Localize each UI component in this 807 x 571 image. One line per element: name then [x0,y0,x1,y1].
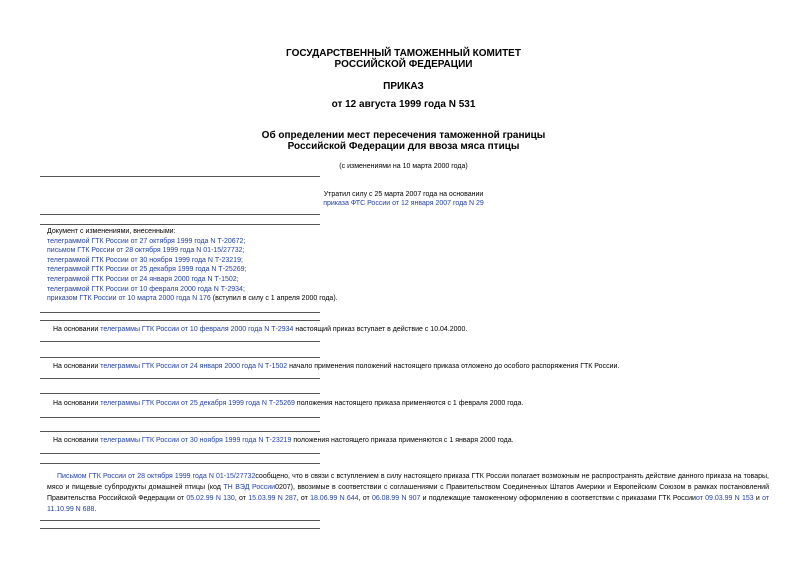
amendment-note: (с изменениями на 10 марта 2000 года) [339,163,468,170]
note-prefix: На основании [53,437,101,444]
divider [40,214,320,215]
change-link[interactable]: телеграммой ГТК России от 10 февраля 2000 года N Т-2934; [47,285,245,293]
note-link[interactable]: телеграммы ГТК России от 30 ноября 1999 года N Т-23219 [100,437,292,444]
order-link[interactable]: от 11.10.99 N 688 [47,495,770,513]
note-paragraph [53,325,467,334]
divider [40,463,320,464]
doc-date: от 12 августа 1999 года N 531 [331,99,476,110]
change-link[interactable]: телеграммой ГТК России от 30 ноября 1999 года N Т-23219; [47,256,243,264]
letter-text: 0207), ввозимые в соответствии с соглашениями с Правительством Соединенных Штатов Америки и Европейским Союзом в рамках постановлений Правительства Российской Федерации от [47,484,770,502]
changes-intro: Документ с изменениями, внесенными: [47,228,176,235]
doc-type: ПРИКАЗ [383,81,424,92]
note-suffix: положения настоящего приказа применяются с 1 января 2000 года. [291,437,514,444]
divider [40,417,320,418]
divider [40,357,320,358]
decree-link[interactable]: 15.03.99 N 287 [248,495,297,502]
change-link[interactable]: телеграммой ГТК России от 27 октября 1999 года N Т-20672; [47,237,246,245]
change-link[interactable]: приказом ГТК России от 10 марта 2000 года N 176 [47,295,211,303]
note-suffix: положения настоящего приказа применяются с 1 февраля 2000 года. [294,400,524,407]
note-link[interactable]: телеграммы ГТК России от 25 декабря 1999 года N Т-25269 [100,400,295,407]
issuing-authority [0,48,807,70]
change-last-text: (вступил в силу с 1 апреля 2000 года). [210,295,338,303]
repealed-notice [0,190,807,208]
letter-text: , от [358,495,372,502]
note-paragraph [53,436,514,445]
letter-text: , от [296,495,311,502]
note-link[interactable]: телеграммы ГТК России от 24 января 2000 года N Т-1502 [100,363,288,370]
repealed-text: Утратил силу с 25 марта 2007 года на основании [323,191,484,198]
letter-text: . [94,506,97,513]
divider [40,431,320,432]
note-prefix: На основании [53,363,101,370]
authority-line-1: ГОСУДАРСТВЕННЫЙ ТАМОЖЕННЫЙ КОМИТЕТ [286,48,521,59]
letter-text: сообщено, что в связи с вступлением в силу настоящего приказа ГТК России полагает возможным не распространять действие данного приказа на товары, мясо и пищевые субпродукты домашней птицы (код [47,473,769,491]
divider [40,453,320,454]
divider [40,528,320,529]
note-link[interactable]: телеграммы ГТК России от 10 февраля 2000 года N Т-2934 [100,326,294,333]
divider [40,378,320,379]
note-prefix: На основании [53,400,101,407]
note-suffix: начало применения положений настоящего приказа отложено до особого распоряжения ГТК России. [287,363,620,370]
decree-link[interactable]: 06.08.99 N 907 [371,495,421,502]
decree-link[interactable]: 05.02.99 N 130 [186,495,235,502]
note-suffix: настоящий приказ вступает в действие с 10.04.2000. [293,326,468,333]
letter-text: и подлежащие таможенному оформлению в соответствии с приказами ГТК России [420,495,696,502]
note-paragraph [53,399,523,408]
letter-text: и [753,495,763,502]
authority-line-2: РОССИЙСКОЙ ФЕДЕРАЦИИ [334,59,473,70]
changes-list [47,227,338,304]
change-link[interactable]: телеграммой ГТК России от 25 декабря 1999 года N Т-25269; [47,266,247,274]
repealed-link[interactable]: приказа ФТС России от 12 января 2007 года N 29 [323,200,484,207]
divider [40,393,320,394]
letter-text: , от [234,495,249,502]
subject-line-1: Об определении мест пересечения таможенной границы [261,130,546,141]
divider [40,341,320,342]
note-prefix: На основании [53,326,101,333]
divider [40,224,320,225]
change-link[interactable]: письмом ГТК России от 28 октября 1999 года N 01-15/27732; [47,247,245,255]
letter-link[interactable]: Письмом ГТК России от 28 октября 1999 года N 01-15/27732 [57,473,256,480]
divider [40,320,320,321]
order-link[interactable]: от 09.03.99 N 153 [695,495,754,502]
doc-subject [0,130,807,152]
letter-note [47,471,769,515]
change-last-item [47,294,338,304]
divider [40,176,320,177]
decree-link[interactable]: 18.06.99 N 644 [310,495,359,502]
tnved-link[interactable]: ТН ВЭД России [223,484,276,491]
divider [40,312,320,313]
note-paragraph [53,362,619,371]
divider [40,520,320,521]
change-link[interactable]: телеграммой ГТК России от 24 января 2000 года N Т-1502; [47,275,239,283]
subject-line-2: Российской Федерации для ввоза мяса птицы [287,141,520,152]
